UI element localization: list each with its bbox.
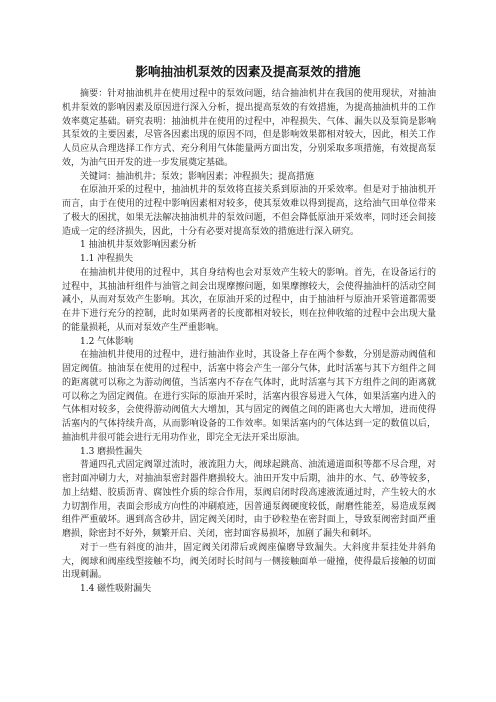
document-body xyxy=(62,88,436,597)
body-paragraph: 在抽油机井使用的过程中，其自身结构也会对泵效产生较大的影响。首先，在设备运行的过程中，其抽油杆组件与油管之间会出现摩擦问题，如果摩擦较大，会使得抽油杆的活动空间减小，从而对泵效产生影响。其次，在原油开采的过程中，由于抽油杆与原油开采管道都需要在井下进行充分的控制，此时如果两者的长度都相对较长，则在拉伸收缩的过程中会出现大量的能量损耗，从而对泵效产生严重影响。 xyxy=(62,267,436,333)
document-title: 影响抽油机泵效的因素及提高泵效的措施 xyxy=(135,64,361,79)
body-paragraph: 在抽油机井使用的过程中，进行抽油作业时，其设备上存在两个参数，分别是游动阀值和固定阀值。抽油泵在使用的过程中，活塞中将会产生一部分气体，此时活塞与其下方组件之间的距离就可以称之为游动阀值，当活塞内不存在气体时，此时活塞与其下方组件之间的距离就可以称之为固定阀值。在进行实际的原油开采时，活塞内很容易进入气体，如果活塞内进入的气体相对较多，会使得游动阀值大大增加，其与固定的阀值之间的距离也大大增加，进而使得活塞内的气体持续升高，从而影响设备的工作效率。如果活塞内的气体达到一定的数值以后，抽油机井很可能会进行无用功作业，即完全无法开采出原油。 xyxy=(62,350,436,443)
subsection-heading: 1.3 磨损性漏失 xyxy=(80,446,143,457)
intro-paragraph: 在原油开采的过程中，抽油机井的泵效将直接关系到原油的开采效率。但是对于抽油机开而言，由于在使用的过程中影响因素相对较多，使其泵效难以得到提高，这给油气田单位带来了极大的困扰，如果无法解决抽油机井的泵效问题，不但会降低原油开采效率，同时还会间接造成一定的经济损失，因此，十分有必要对提高泵效的措施进行深入研究。 xyxy=(62,185,436,237)
body-paragraph: 普通四孔式固定阀罩过流时，液流阻力大，阀球起跳高、油流通道面积等都不尽合理，对密封面冲刷力大，对抽油泵密封器件磨损较大。油田开发中后期，油井的水、气、砂等较多，加上结蜡、胶质沥青、腐蚀性介质的综合作用，泵阀启闭时段高速液流通过时，产生较大的水力切割作用，表面会形成方向性的冲刷痕迹，因普通泵阀硬度较低，耐磨性能差，易造成泵阀组件严重破坏。遇到高含砂井，固定阀关闭时，由于砂粒垫在密封面上，导致泵阀密封面严重磨损，除密封不好外，频繁开启、关闭，密封面容易损坏，加剧了漏失和刺坏。 xyxy=(62,460,436,539)
subsection-heading: 1.1 冲程损失 xyxy=(80,254,134,264)
subsection-heading: 1.2 气体影响 xyxy=(80,336,134,347)
keywords-line: 关键词：抽油机井；泵效；影响因素；冲程损失；提高措施 xyxy=(80,171,315,182)
section-heading: 1 抽油机井泵效影响因素分析 xyxy=(80,240,197,251)
abstract-paragraph: 摘要：针对抽油机井在使用过程中的泵效问题，结合抽油机井在我国的使用现状，对抽油机井泵效的影响因素及原因进行深入分析，提出提高泵效的有效措施，为提高抽油机井的工作效率奠定基础。研究表明：抽油机井在使用的过程中，冲程损失、气体、漏失以及泵筒是影响其泵效的主要因素，尽管各因素出现的原因不同，但是影响效果都相对较大，因此，相关工作人员应从合理选择工作方式、充分利用气体能量两方面出发，分别采取多项措施，有效提高泵效，为油气田开发的进一步发展奠定基础。 xyxy=(62,89,436,168)
body-paragraph: 对于一些有斜度的油井，固定阀关闭滞后或阀座偏磨导致漏失。大斜度井泵挂处井斜角大，阀球和阀座线型接触不均，阀关闭时长时间与一侧接触面单一碰撞，使得最后接触的切面出现刺漏。 xyxy=(62,542,436,581)
subsection-heading: 1.4 磁性吸附漏失 xyxy=(80,584,152,594)
